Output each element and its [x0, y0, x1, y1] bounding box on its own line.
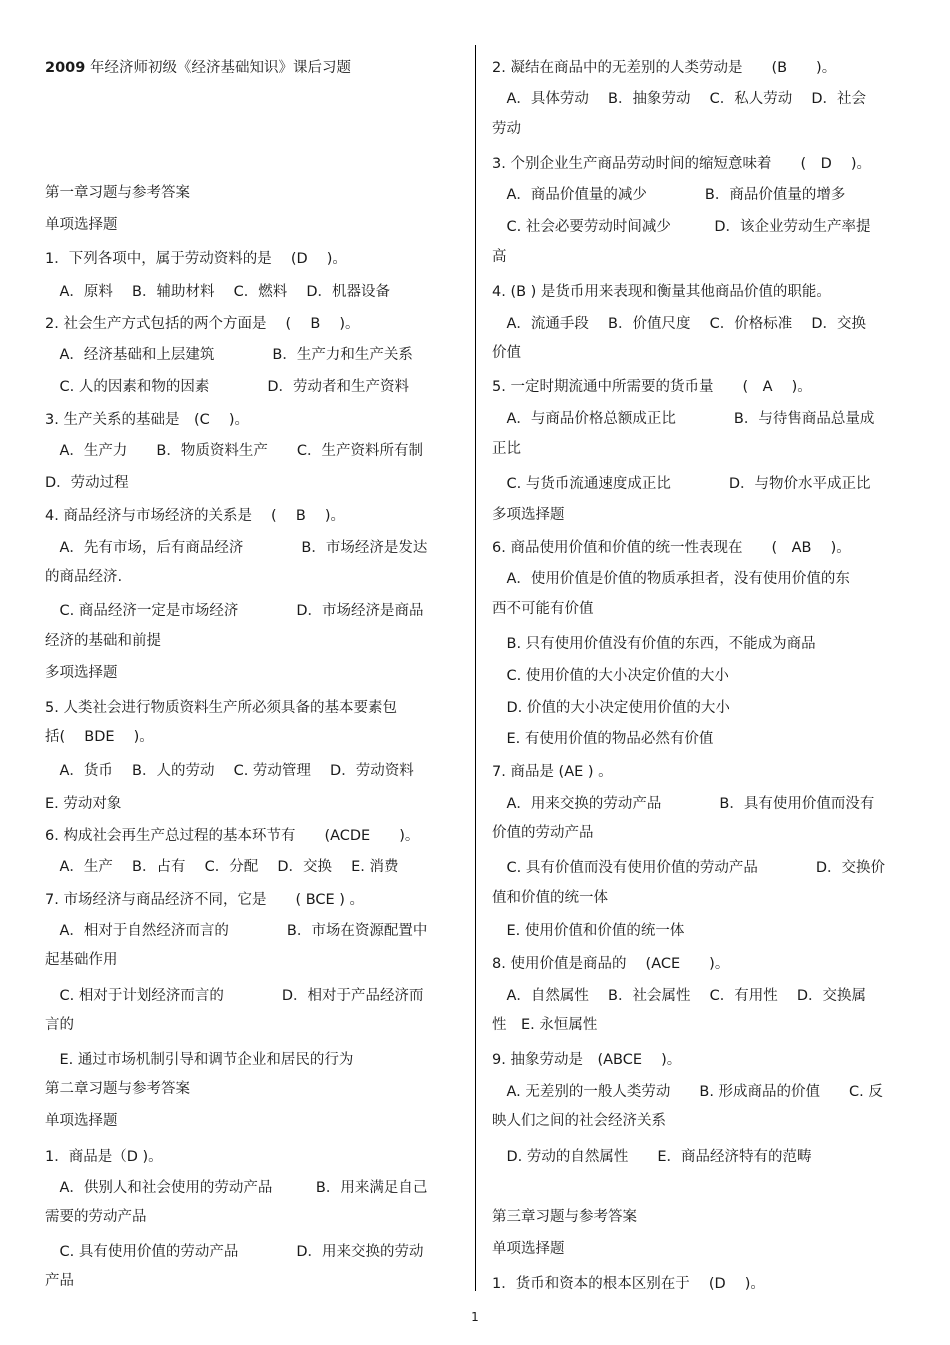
option-line: 产品	[45, 1273, 74, 1289]
option-line: C. 社会必要劳动时间减少 D．该企业劳动生产率提	[492, 219, 871, 235]
option-line: A．具体劳动 B．抽象劳动 C．私人劳动 D．社会	[492, 91, 866, 107]
option-line: C. 具有价值而没有使用价值的劳动产品 D．交换价	[492, 860, 886, 876]
option-line: A. 无差别的一般人类劳动 B. 形成商品的价值 C. 反	[492, 1084, 883, 1100]
option-line: 映人们之间的社会经济关系	[492, 1113, 666, 1129]
question-line: 2. 社会生产方式包括的两个方面是 ( B )。	[45, 316, 360, 332]
title-text: 年经济师初级《经济基础知识》课后习题	[85, 60, 351, 76]
section-heading: 多项选择题	[492, 507, 565, 523]
option-line: B. 只有使用价值没有价值的东西，不能成为商品	[492, 636, 816, 652]
option-line: A．相对于自然经济而言的 B．市场在资源配置中	[45, 923, 428, 939]
chapter-heading: 第三章习题与参考答案	[492, 1209, 637, 1225]
question-line: 6. 构成社会再生产总过程的基本环节有 (ACDE )。	[45, 828, 420, 844]
page-number: 1	[471, 1310, 479, 1324]
option-line: 劳动	[492, 121, 521, 137]
option-line: A．使用价值是价值的物质承担者，没有使用价值的东	[492, 571, 850, 587]
option-line: 起基础作用	[45, 952, 118, 968]
option-line: 经济的基础和前提	[45, 633, 161, 649]
title-year: 2009	[45, 60, 86, 76]
question-line: 3. 个别企业生产商品劳动时间的缩短意味着 ( D )。	[492, 156, 872, 172]
option-line: A．与商品价格总额成正比 B．与待售商品总量成	[492, 411, 875, 427]
option-line: A．商品价值量的减少 B．商品价值量的增多	[492, 187, 846, 203]
section-heading: 单项选择题	[45, 217, 118, 233]
option-line: C. 相对于计划经济而言的 D．相对于产品经济而	[45, 988, 424, 1004]
question-line: 4. 商品经济与市场经济的关系是 ( B )。	[45, 508, 346, 524]
option-line: C. 商品经济一定是市场经济 D．市场经济是商品	[45, 603, 424, 619]
question-line: 括( BDE )。	[45, 729, 154, 745]
option-line: E. 劳动对象	[45, 796, 122, 812]
option-line: 价值	[492, 345, 521, 361]
option-line: 高	[492, 249, 507, 265]
question-line: 1．下列各项中，属于劳动资料的是 (D )。	[45, 251, 347, 267]
option-line: 值和价值的统一体	[492, 890, 608, 906]
option-line: A．流通手段 B．价值尺度 C．价格标准 D．交换	[492, 316, 866, 332]
question-line: 8. 使用价值是商品的 (ACE )。	[492, 956, 730, 972]
option-line: 价值的劳动产品	[492, 825, 594, 841]
option-line: 的商品经济.	[45, 569, 123, 585]
question-line: 5. 人类社会进行物质资料生产所必须具备的基本要素包	[45, 700, 397, 716]
question-line: 4. (B ) 是货币用来表现和衡量其他商品价值的职能。	[492, 284, 831, 300]
question-line: 2. 凝结在商品中的无差别的人类劳动是 (B )。	[492, 60, 837, 76]
option-line: 性 E. 永恒属性	[492, 1017, 598, 1033]
option-line: A．生产 B．占有 C．分配 D．交换 E. 消费	[45, 859, 399, 875]
question-line: 3. 生产关系的基础是 (C )。	[45, 412, 249, 428]
section-heading: 单项选择题	[492, 1241, 565, 1257]
chapter-heading: 第二章习题与参考答案	[45, 1081, 190, 1097]
option-line: A．供别人和社会使用的劳动产品 B．用来满足自己	[45, 1180, 428, 1196]
question-line: 7. 商品是 (AE ) 。	[492, 764, 613, 780]
option-line: D．劳动过程	[45, 475, 129, 491]
question-line: 5. 一定时期流通中所需要的货币量 ( A )。	[492, 379, 812, 395]
option-line: A．自然属性 B．社会属性 C．有用性 D．交换属	[492, 988, 866, 1004]
question-line: 9. 抽象劳动是 (ABCE )。	[492, 1052, 682, 1068]
option-line: 西不可能有价值	[492, 601, 594, 617]
question-line: 7. 市场经济与商品经济不同，它是 ( BCE ) 。	[45, 892, 365, 908]
question-line: 6. 商品使用价值和价值的统一性表现在 ( AB )。	[492, 540, 851, 556]
option-line: A．先有市场，后有商品经济 B．市场经济是发达	[45, 540, 428, 556]
question-line: 1．商品是（D )。	[45, 1149, 163, 1165]
option-line: E. 使用价值和价值的统一体	[492, 923, 685, 939]
chapter-heading: 第一章习题与参考答案	[45, 185, 190, 201]
document-title	[45, 59, 460, 77]
option-line: 需要的劳动产品	[45, 1209, 147, 1225]
option-line: D. 劳动的自然属性 E．商品经济特有的范畴	[492, 1149, 812, 1165]
option-line: 正比	[492, 441, 521, 457]
option-line: C. 使用价值的大小决定价值的大小	[492, 668, 729, 684]
option-line: D. 价值的大小决定使用价值的大小	[492, 700, 730, 716]
option-line: C. 与货币流通速度成正比 D．与物价水平成正比	[492, 476, 871, 492]
option-line: C. 具有使用价值的劳动产品 D．用来交换的劳动	[45, 1244, 424, 1260]
option-line: A．货币 B．人的劳动 C. 劳动管理 D．劳动资料	[45, 763, 414, 779]
option-line: 言的	[45, 1017, 74, 1033]
question-line: 1．货币和资本的根本区别在于 (D )。	[492, 1276, 765, 1292]
option-line: E. 有使用价值的物品必然有价值	[492, 731, 714, 747]
section-heading: 多项选择题	[45, 665, 118, 681]
column-divider	[475, 45, 476, 1291]
option-line: A．生产力 B．物质资料生产 C．生产资料所有制	[45, 443, 423, 459]
option-line: A．用来交换的劳动产品 B．具有使用价值而没有	[492, 796, 875, 812]
option-line: C. 人的因素和物的因素 D．劳动者和生产资料	[45, 379, 410, 395]
option-line: A．经济基础和上层建筑 B．生产力和生产关系	[45, 347, 413, 363]
option-line: E. 通过市场机制引导和调节企业和居民的行为	[45, 1052, 354, 1068]
option-line: A．原料 B．辅助材料 C．燃料 D．机器设备	[45, 284, 390, 300]
section-heading: 单项选择题	[45, 1113, 118, 1129]
